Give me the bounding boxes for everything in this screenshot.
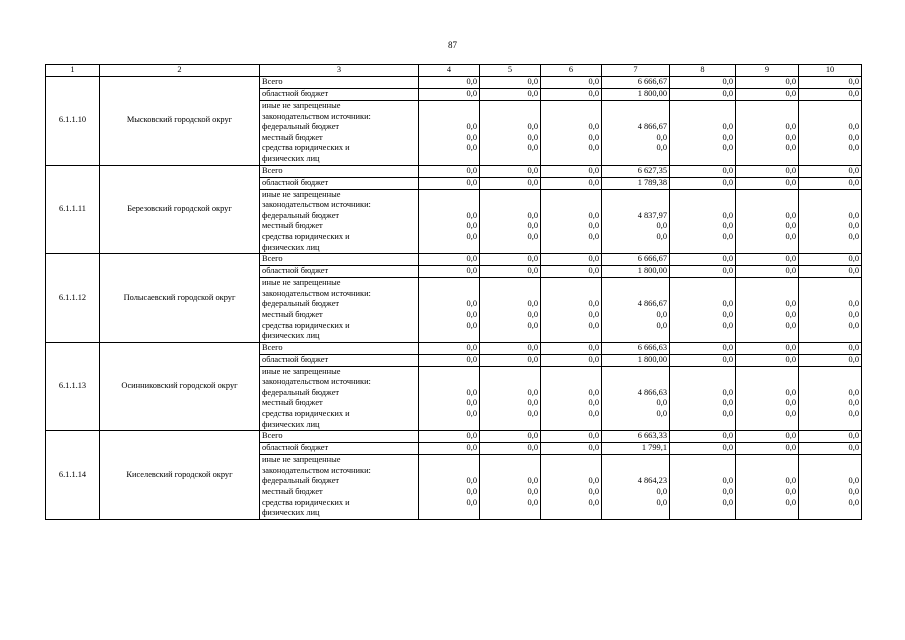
value-cell-group [736, 189, 799, 254]
federal-value: 0,0 [848, 210, 859, 220]
legal-value: 0,0 [656, 409, 667, 419]
federal-value: 0,0 [722, 299, 733, 309]
budget-table [45, 64, 862, 520]
entry-total-row [46, 431, 862, 443]
value-cell: 0,0 [480, 254, 541, 266]
source-label-other-1: иные не запрещенные [262, 455, 341, 465]
source-label-federal: федеральный бюджет [262, 476, 340, 486]
value-cell: 0,0 [480, 165, 541, 177]
value-cell: 0,0 [799, 443, 862, 455]
local-value: 0,0 [785, 398, 796, 408]
legal-value: 0,0 [527, 409, 538, 419]
source-label-total: Всего [260, 165, 419, 177]
header-cell: 7 [602, 65, 670, 77]
value-cell: 0,0 [670, 431, 736, 443]
legal-value: 0,0 [656, 143, 667, 153]
value-cell-group [419, 455, 480, 520]
local-value: 0,0 [466, 398, 477, 408]
header-cell: 4 [419, 65, 480, 77]
federal-value: 0,0 [527, 387, 538, 397]
source-label-other-2: законодательством источники: [262, 465, 371, 475]
source-label-legal-1: средства юридических и [262, 320, 350, 330]
legal-value: 0,0 [588, 409, 599, 419]
legal-value: 0,0 [785, 231, 796, 241]
federal-value: 0,0 [527, 122, 538, 132]
local-value: 0,0 [588, 221, 599, 231]
federal-value: 0,0 [848, 299, 859, 309]
source-label-federal: федеральный бюджет [262, 387, 340, 397]
federal-value: 0,0 [848, 476, 859, 486]
source-label-legal-2: физических лиц [262, 331, 320, 341]
value-cell: 0,0 [799, 254, 862, 266]
source-label-legal-2: физических лиц [262, 419, 320, 429]
federal-value: 0,0 [722, 476, 733, 486]
header-row [46, 65, 862, 77]
page-number: 87 [448, 40, 457, 50]
legal-value: 0,0 [588, 497, 599, 507]
value-cell: 0,0 [541, 354, 602, 366]
legal-value: 0,0 [848, 320, 859, 330]
source-labels-other [260, 189, 419, 254]
value-cell: 0,0 [670, 342, 736, 354]
legal-value: 0,0 [848, 409, 859, 419]
legal-value: 0,0 [656, 320, 667, 330]
value-cell: 0,0 [670, 266, 736, 278]
legal-value: 0,0 [848, 143, 859, 153]
local-value: 0,0 [656, 398, 667, 408]
value-cell: 0,0 [736, 165, 799, 177]
value-cell: 0,0 [541, 165, 602, 177]
header-cell: 2 [100, 65, 260, 77]
federal-value: 0,0 [588, 476, 599, 486]
value-cell-group [541, 101, 602, 166]
local-value: 0,0 [656, 221, 667, 231]
value-cell-group [602, 189, 670, 254]
local-value: 0,0 [722, 309, 733, 319]
source-label-regional: областной бюджет [260, 177, 419, 189]
value-cell-group [799, 455, 862, 520]
local-value: 0,0 [848, 309, 859, 319]
source-label-legal-2: физических лиц [262, 153, 320, 163]
legal-value: 0,0 [722, 497, 733, 507]
local-value: 0,0 [588, 309, 599, 319]
federal-value: 0,0 [848, 387, 859, 397]
table-body [46, 65, 862, 520]
value-cell: 0,0 [736, 177, 799, 189]
source-labels-other [260, 455, 419, 520]
federal-value: 4 837,97 [637, 210, 667, 220]
value-cell-group [419, 366, 480, 431]
source-label-regional: областной бюджет [260, 443, 419, 455]
source-labels-other [260, 366, 419, 431]
value-cell-group [480, 455, 541, 520]
header-cell: 5 [480, 65, 541, 77]
value-cell: 0,0 [736, 342, 799, 354]
source-label-other-2: законодательством источники: [262, 288, 371, 298]
source-label-other-2: законодательством источники: [262, 377, 371, 387]
value-cell: 0,0 [670, 443, 736, 455]
local-value: 0,0 [722, 132, 733, 142]
value-cell: 0,0 [480, 266, 541, 278]
value-cell: 0,0 [419, 177, 480, 189]
local-value: 0,0 [722, 221, 733, 231]
legal-value: 0,0 [722, 143, 733, 153]
source-label-local: местный бюджет [262, 487, 323, 497]
value-cell: 0,0 [541, 77, 602, 89]
local-value: 0,0 [656, 487, 667, 497]
value-cell: 0,0 [419, 266, 480, 278]
federal-value: 0,0 [722, 387, 733, 397]
value-cell: 0,0 [736, 354, 799, 366]
value-cell: 0,0 [419, 254, 480, 266]
value-cell: 0,0 [541, 443, 602, 455]
value-cell-group [670, 366, 736, 431]
local-value: 0,0 [785, 487, 796, 497]
header-cell: 1 [46, 65, 100, 77]
value-cell: 0,0 [541, 342, 602, 354]
entry-name: Полысаевский городской округ [100, 254, 260, 343]
local-value: 0,0 [656, 132, 667, 142]
local-value: 0,0 [722, 487, 733, 497]
value-cell: 0,0 [419, 431, 480, 443]
value-cell-group [480, 101, 541, 166]
value-cell-group [419, 278, 480, 343]
value-cell: 6 666,67 [602, 77, 670, 89]
legal-value: 0,0 [785, 497, 796, 507]
source-label-other-1: иные не запрещенные [262, 101, 341, 110]
legal-value: 0,0 [527, 320, 538, 330]
value-cell: 0,0 [541, 431, 602, 443]
entry-code: 6.1.1.13 [46, 342, 100, 431]
value-cell-group [736, 366, 799, 431]
federal-value: 0,0 [722, 122, 733, 132]
local-value: 0,0 [848, 487, 859, 497]
legal-value: 0,0 [527, 143, 538, 153]
local-value: 0,0 [588, 487, 599, 497]
entry-name: Киселевский городской округ [100, 431, 260, 520]
value-cell: 0,0 [799, 342, 862, 354]
entry-name: Мысковский городской округ [100, 77, 260, 166]
federal-value: 0,0 [848, 122, 859, 132]
value-cell: 6 663,33 [602, 431, 670, 443]
legal-value: 0,0 [466, 409, 477, 419]
source-label-legal-1: средства юридических и [262, 497, 350, 507]
value-cell: 1 799,1 [602, 443, 670, 455]
entry-code: 6.1.1.14 [46, 431, 100, 520]
local-value: 0,0 [527, 398, 538, 408]
legal-value: 0,0 [466, 231, 477, 241]
local-value: 0,0 [785, 221, 796, 231]
legal-value: 0,0 [588, 320, 599, 330]
value-cell: 0,0 [419, 342, 480, 354]
source-label-local: местный бюджет [262, 398, 323, 408]
value-cell: 0,0 [419, 165, 480, 177]
local-value: 0,0 [785, 132, 796, 142]
federal-value: 4 866,67 [637, 122, 667, 132]
entry-total-row [46, 342, 862, 354]
federal-value: 4 866,63 [637, 387, 667, 397]
local-value: 0,0 [848, 221, 859, 231]
value-cell: 0,0 [419, 443, 480, 455]
federal-value: 0,0 [466, 299, 477, 309]
source-labels-other [260, 101, 419, 166]
value-cell-group [602, 278, 670, 343]
value-cell-group [602, 366, 670, 431]
value-cell: 0,0 [799, 89, 862, 101]
value-cell: 0,0 [799, 266, 862, 278]
header-cell: 3 [260, 65, 419, 77]
source-label-legal-1: средства юридических и [262, 409, 350, 419]
local-value: 0,0 [588, 398, 599, 408]
value-cell: 1 789,38 [602, 177, 670, 189]
value-cell: 6 627,35 [602, 165, 670, 177]
legal-value: 0,0 [785, 409, 796, 419]
legal-value: 0,0 [656, 497, 667, 507]
value-cell-group [419, 189, 480, 254]
local-value: 0,0 [466, 309, 477, 319]
source-label-other-1: иные не запрещенные [262, 366, 341, 376]
value-cell: 0,0 [670, 77, 736, 89]
value-cell: 0,0 [670, 165, 736, 177]
local-value: 0,0 [722, 398, 733, 408]
local-value: 0,0 [785, 309, 796, 319]
value-cell-group [541, 189, 602, 254]
federal-value: 0,0 [785, 122, 796, 132]
federal-value: 0,0 [527, 210, 538, 220]
value-cell-group [480, 366, 541, 431]
value-cell: 0,0 [480, 431, 541, 443]
legal-value: 0,0 [848, 497, 859, 507]
legal-value: 0,0 [785, 320, 796, 330]
federal-value: 0,0 [527, 299, 538, 309]
local-value: 0,0 [848, 132, 859, 142]
value-cell: 1 800,00 [602, 354, 670, 366]
federal-value: 0,0 [466, 476, 477, 486]
legal-value: 0,0 [722, 320, 733, 330]
entry-name: Березовский городской округ [100, 165, 260, 254]
local-value: 0,0 [466, 487, 477, 497]
federal-value: 0,0 [588, 299, 599, 309]
value-cell-group [541, 278, 602, 343]
legal-value: 0,0 [848, 231, 859, 241]
value-cell-group [670, 189, 736, 254]
value-cell-group [419, 101, 480, 166]
legal-value: 0,0 [466, 143, 477, 153]
value-cell-group [541, 455, 602, 520]
entry-code: 6.1.1.10 [46, 77, 100, 166]
federal-value: 0,0 [588, 387, 599, 397]
entry-total-row [46, 77, 862, 89]
value-cell: 0,0 [541, 266, 602, 278]
value-cell: 0,0 [480, 177, 541, 189]
local-value: 0,0 [527, 132, 538, 142]
local-value: 0,0 [527, 221, 538, 231]
federal-value: 0,0 [588, 210, 599, 220]
value-cell-group [480, 278, 541, 343]
value-cell: 0,0 [541, 89, 602, 101]
entry-code: 6.1.1.12 [46, 254, 100, 343]
local-value: 0,0 [848, 398, 859, 408]
local-value: 0,0 [588, 132, 599, 142]
value-cell: 0,0 [736, 443, 799, 455]
legal-value: 0,0 [656, 231, 667, 241]
federal-value: 0,0 [466, 122, 477, 132]
source-label-federal: федеральный бюджет [262, 299, 340, 309]
value-cell: 0,0 [799, 77, 862, 89]
source-label-other-1: иные не запрещенные [262, 278, 341, 288]
header-cell: 6 [541, 65, 602, 77]
header-cell: 8 [670, 65, 736, 77]
value-cell: 6 666,63 [602, 342, 670, 354]
federal-value: 0,0 [785, 210, 796, 220]
entry-code: 6.1.1.11 [46, 165, 100, 254]
local-value: 0,0 [656, 309, 667, 319]
value-cell: 0,0 [480, 89, 541, 101]
source-label-legal-2: физических лиц [262, 242, 320, 252]
value-cell: 0,0 [541, 254, 602, 266]
value-cell: 1 800,00 [602, 266, 670, 278]
value-cell: 0,0 [480, 77, 541, 89]
source-label-legal-2: физических лиц [262, 508, 320, 518]
source-label-legal-1: средства юридических и [262, 143, 350, 153]
value-cell: 0,0 [736, 77, 799, 89]
source-label-regional: областной бюджет [260, 266, 419, 278]
federal-value: 0,0 [785, 387, 796, 397]
legal-value: 0,0 [527, 497, 538, 507]
value-cell: 0,0 [736, 89, 799, 101]
value-cell: 0,0 [670, 354, 736, 366]
local-value: 0,0 [527, 487, 538, 497]
value-cell-group [670, 101, 736, 166]
value-cell: 0,0 [799, 354, 862, 366]
value-cell: 0,0 [736, 431, 799, 443]
value-cell: 0,0 [480, 443, 541, 455]
entry-total-row [46, 165, 862, 177]
federal-value: 0,0 [466, 387, 477, 397]
legal-value: 0,0 [785, 143, 796, 153]
value-cell: 0,0 [419, 89, 480, 101]
value-cell: 0,0 [670, 177, 736, 189]
value-cell: 1 800,00 [602, 89, 670, 101]
value-cell-group [602, 101, 670, 166]
value-cell-group [670, 278, 736, 343]
federal-value: 4 866,67 [637, 299, 667, 309]
legal-value: 0,0 [466, 497, 477, 507]
value-cell: 0,0 [419, 354, 480, 366]
legal-value: 0,0 [466, 320, 477, 330]
source-labels-other [260, 278, 419, 343]
source-label-regional: областной бюджет [260, 89, 419, 101]
source-label-other-2: законодательством источники: [262, 200, 371, 210]
federal-value: 0,0 [785, 476, 796, 486]
value-cell: 0,0 [736, 266, 799, 278]
header-cell: 10 [799, 65, 862, 77]
source-label-local: местный бюджет [262, 132, 323, 142]
value-cell-group [736, 278, 799, 343]
value-cell: 0,0 [799, 177, 862, 189]
entry-total-row [46, 254, 862, 266]
value-cell: 0,0 [799, 431, 862, 443]
value-cell-group [670, 455, 736, 520]
legal-value: 0,0 [588, 231, 599, 241]
entry-name: Осинниковский городской округ [100, 342, 260, 431]
source-label-other-1: иные не запрещенные [262, 189, 341, 199]
federal-value: 0,0 [722, 210, 733, 220]
value-cell: 6 666,67 [602, 254, 670, 266]
value-cell: 0,0 [799, 165, 862, 177]
legal-value: 0,0 [722, 231, 733, 241]
value-cell-group [736, 101, 799, 166]
value-cell: 0,0 [670, 254, 736, 266]
value-cell: 0,0 [736, 254, 799, 266]
value-cell-group [541, 366, 602, 431]
legal-value: 0,0 [527, 231, 538, 241]
value-cell: 0,0 [670, 89, 736, 101]
source-label-legal-1: средства юридических и [262, 231, 350, 241]
source-label-regional: областной бюджет [260, 354, 419, 366]
value-cell: 0,0 [419, 77, 480, 89]
source-label-federal: федеральный бюджет [262, 122, 340, 132]
local-value: 0,0 [466, 221, 477, 231]
value-cell-group [799, 189, 862, 254]
source-label-other-2: законодательством источники: [262, 111, 371, 121]
source-label-local: местный бюджет [262, 309, 323, 319]
source-label-total: Всего [260, 342, 419, 354]
federal-value: 0,0 [588, 122, 599, 132]
value-cell-group [602, 455, 670, 520]
value-cell-group [799, 101, 862, 166]
legal-value: 0,0 [588, 143, 599, 153]
value-cell-group [480, 189, 541, 254]
value-cell-group [799, 278, 862, 343]
source-label-total: Всего [260, 77, 419, 89]
federal-value: 0,0 [785, 299, 796, 309]
source-label-total: Всего [260, 254, 419, 266]
value-cell: 0,0 [541, 177, 602, 189]
header-cell: 9 [736, 65, 799, 77]
source-label-total: Всего [260, 431, 419, 443]
federal-value: 0,0 [466, 210, 477, 220]
federal-value: 0,0 [527, 476, 538, 486]
value-cell: 0,0 [480, 354, 541, 366]
legal-value: 0,0 [722, 409, 733, 419]
value-cell: 0,0 [480, 342, 541, 354]
source-label-federal: федеральный бюджет [262, 210, 340, 220]
local-value: 0,0 [466, 132, 477, 142]
federal-value: 4 864,23 [637, 476, 667, 486]
local-value: 0,0 [527, 309, 538, 319]
source-label-local: местный бюджет [262, 221, 323, 231]
value-cell-group [736, 455, 799, 520]
value-cell-group [799, 366, 862, 431]
